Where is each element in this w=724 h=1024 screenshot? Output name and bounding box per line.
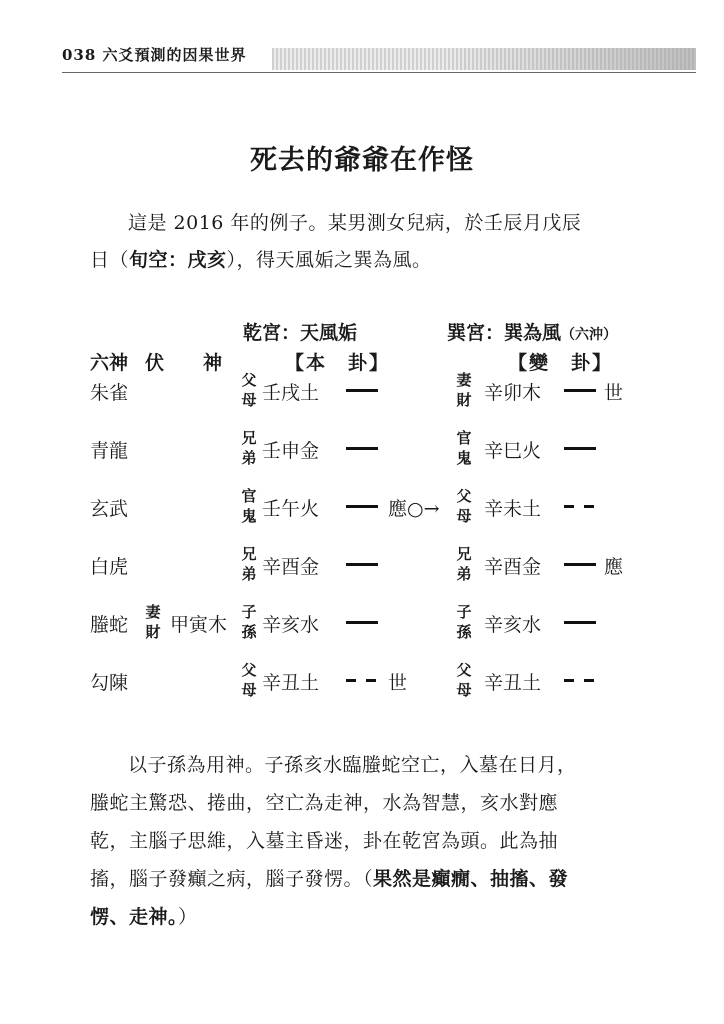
bian-line bbox=[564, 563, 596, 566]
ben-relation: 父 母 bbox=[241, 371, 257, 409]
ben-relation: 兄 弟 bbox=[241, 545, 257, 583]
intro-line-1: 這是 2016 年的例子。某男測女兒病，於壬辰月戊辰 bbox=[128, 212, 582, 234]
ben-stem: 辛丑土 bbox=[262, 672, 320, 694]
ben-stem: 壬午火 bbox=[262, 498, 320, 520]
running-header bbox=[62, 40, 696, 76]
ben-stem: 壬戌土 bbox=[262, 382, 320, 404]
right-palace-text: 巽宮：巽為風 bbox=[447, 322, 562, 344]
bian-marker: 應 bbox=[604, 556, 624, 578]
bian-relation: 父 母 bbox=[456, 661, 472, 699]
bian-stem: 辛卯木 bbox=[484, 382, 542, 404]
col-fu: 伏 bbox=[145, 352, 165, 374]
xunkong-note: 旬空：戌亥 bbox=[129, 249, 227, 271]
row-liushen: 勾陳 bbox=[90, 672, 129, 694]
analysis-line-5 bbox=[90, 898, 650, 936]
row-liushen: 朱雀 bbox=[90, 382, 129, 404]
analysis-line-1: 以子孫為用神。子孫亥水臨螣蛇空亡，入墓在日月， bbox=[128, 754, 577, 776]
ben-line bbox=[346, 389, 378, 392]
analysis-line-4 bbox=[90, 860, 650, 898]
row-liushen: 螣蛇 bbox=[90, 614, 129, 636]
ben-marker: 世 bbox=[388, 672, 408, 694]
analysis-line-2: 螣蛇主驚恐、捲曲，空亡為走神，水為智慧，亥水對應 bbox=[90, 792, 559, 814]
fushen-stem: 甲寅木 bbox=[170, 614, 228, 636]
bian-stem: 辛未土 bbox=[484, 498, 542, 520]
ben-relation: 兄 弟 bbox=[241, 429, 257, 467]
bian-line bbox=[564, 447, 596, 450]
bian-line-a bbox=[564, 679, 574, 682]
ben-relation: 官 鬼 bbox=[241, 487, 257, 525]
bian-line bbox=[564, 389, 596, 392]
header-decoration bbox=[272, 48, 696, 70]
intro-paragraph bbox=[90, 205, 650, 279]
bian-relation: 妻 財 bbox=[456, 371, 472, 409]
right-palace-title bbox=[447, 318, 617, 345]
bian-relation: 官 鬼 bbox=[456, 429, 472, 467]
ben-line bbox=[346, 505, 378, 508]
ben-line bbox=[346, 447, 378, 450]
ben-stem: 辛酉金 bbox=[262, 556, 320, 578]
ben-marker: 應○→ bbox=[388, 498, 440, 520]
col-liushen: 六神 bbox=[90, 352, 129, 374]
analysis-paragraph bbox=[90, 746, 650, 936]
ben-line-b bbox=[366, 679, 376, 682]
header-text bbox=[62, 44, 247, 65]
bian-relation: 子 孫 bbox=[456, 603, 472, 641]
left-gua-label: 【本 卦】 bbox=[285, 352, 391, 374]
bian-stem: 辛巳火 bbox=[484, 440, 542, 462]
bian-stem: 辛酉金 bbox=[484, 556, 542, 578]
book-title: 六爻預測的因果世界 bbox=[102, 46, 247, 64]
bian-relation: 父 母 bbox=[456, 487, 472, 525]
header-rule bbox=[62, 72, 696, 73]
ben-stem: 壬申金 bbox=[262, 440, 320, 462]
intro-line-2 bbox=[90, 249, 432, 271]
intro-text: 日（ bbox=[90, 249, 130, 271]
analysis-result-note-end: 愣、走神。 bbox=[90, 906, 179, 928]
ben-stem: 辛亥水 bbox=[262, 614, 320, 636]
col-shen: 神 bbox=[203, 352, 223, 374]
page-number: 038 bbox=[62, 46, 97, 64]
left-palace-title: 乾宮：天風姤 bbox=[243, 322, 358, 344]
ben-line bbox=[346, 621, 378, 624]
row-liushen: 白虎 bbox=[90, 556, 129, 578]
right-palace-note: （六沖） bbox=[561, 327, 618, 343]
analysis-result-note: 果然是癲癇、抽搐、發 bbox=[373, 868, 569, 890]
bian-marker: 世 bbox=[604, 382, 624, 404]
row-liushen: 玄武 bbox=[90, 498, 129, 520]
analysis-line-5-text: ） bbox=[178, 906, 198, 928]
right-gua-label: 【變 卦】 bbox=[508, 352, 614, 374]
bian-line-b bbox=[584, 505, 594, 508]
fushen-relation: 妻 財 bbox=[145, 603, 161, 641]
intro-text-end: ），得天風姤之巽為風。 bbox=[226, 249, 432, 271]
bian-stem: 辛丑土 bbox=[484, 672, 542, 694]
ben-relation: 子 孫 bbox=[241, 603, 257, 641]
analysis-line-4-text: 搐，腦子發癲之病，腦子發愣。（ bbox=[90, 868, 374, 890]
row-liushen: 青龍 bbox=[90, 440, 129, 462]
article-title: 死去的爺爺在作怪 bbox=[250, 145, 474, 176]
analysis-line-3: 乾，主腦子思維，入墓主昏迷，卦在乾宮為頭。此為抽 bbox=[90, 830, 559, 852]
ben-line bbox=[346, 563, 378, 566]
bian-line-b bbox=[584, 679, 594, 682]
bian-line-a bbox=[564, 505, 574, 508]
bian-relation: 兄 弟 bbox=[456, 545, 472, 583]
bian-stem: 辛亥水 bbox=[484, 614, 542, 636]
bian-line bbox=[564, 621, 596, 624]
ben-relation: 父 母 bbox=[241, 661, 257, 699]
ben-line-a bbox=[346, 679, 356, 682]
